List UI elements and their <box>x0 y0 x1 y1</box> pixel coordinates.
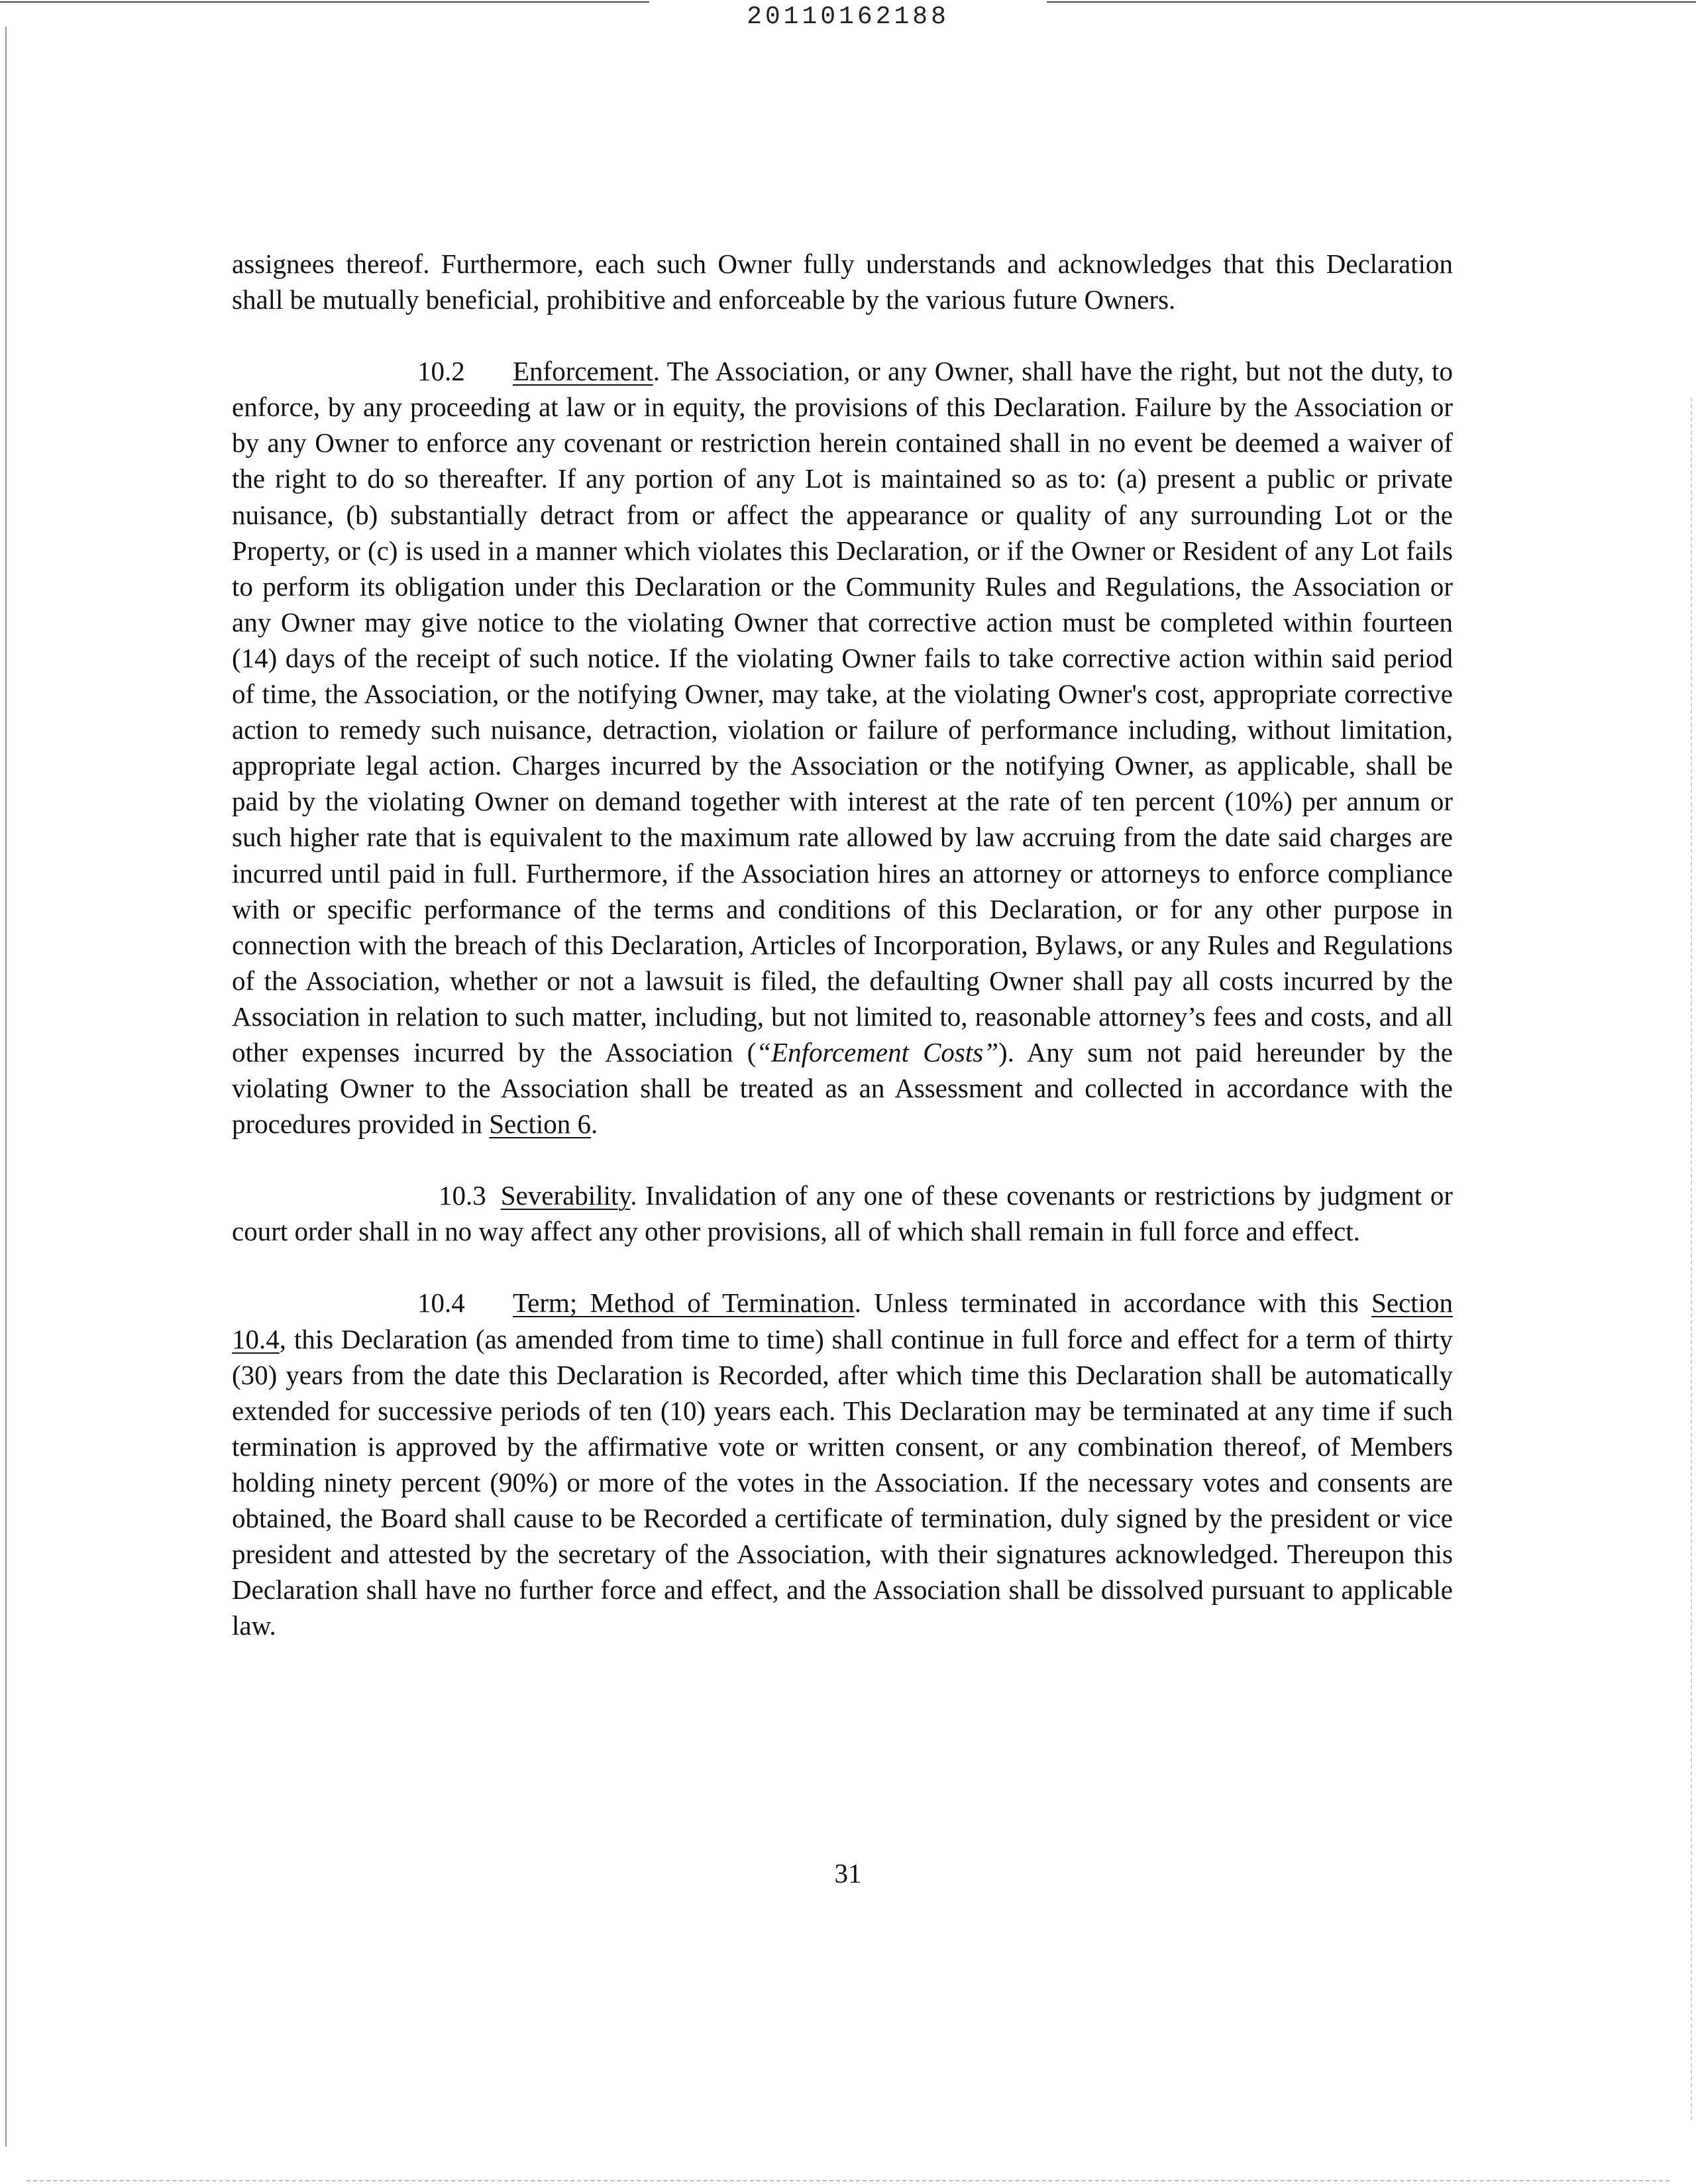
section-10-2 <box>232 353 1453 1142</box>
page-number: 31 <box>834 1858 862 1888</box>
section-text: ). Any sum not paid hereunder by the violating Owner to the Association shall be treated as an Assessment and collected in accordance with the procedures provided in <box>232 1036 1453 1140</box>
section-number: 10.2 <box>417 356 465 387</box>
section-title: Severability <box>500 1180 631 1211</box>
section-reference: Section 10.4 <box>232 1287 1453 1354</box>
defined-term: “Enforcement Costs” <box>756 1036 999 1067</box>
section-text: , this Declaration (as amended from time to time) shall continue in full force and effect for a term of thirty (30) years from the date this Declaration is Recorded, after which time this Declaration shall be automatically extended for successive periods of ten (10) years each. This Declaration may be terminated at any time if such termination is approved by the affirmative vote or written consent, or any combination thereof, of Members holding ninety percent (90%) or more of the votes in the Association. If the necessary votes and consents are obtained, the Board shall cause to be Recorded a certificate of termination, duly signed by the president or vice president and attested by the secretary of the Association, with their signatures acknowledged. Thereupon this Declaration shall have no further force and effect, and the Association shall be dissolved pursuant to applicable law. <box>232 1323 1453 1641</box>
section-text: . Invalidation of any one of these covenants or restrictions by judgment or court order shall in no way affect any other provisions, all of which shall remain in full force and effect. <box>232 1180 1453 1247</box>
section-10-4 <box>232 1285 1453 1643</box>
document-number: 20110162188 <box>747 3 949 31</box>
paragraph-continuation <box>232 246 1453 317</box>
paragraph-continuation-text: assignees thereof. Furthermore, each such Owner fully understands and acknowledges that this Declaration shall be mutually beneficial, prohibitive and enforceable by the various future Owners. <box>232 248 1453 315</box>
section-text: . Unless terminated in accordance with this <box>854 1287 1372 1319</box>
document-body <box>232 246 1453 1643</box>
section-reference: Section 6 <box>489 1109 591 1140</box>
section-text: . The Association, or any Owner, shall have the right, but not the duty, to enforce, by any proceeding at law or in equity, the provisions of this Declaration. Failure by the Association or by any Owner to enforce any covenant or restriction herein contained shall in no event be deemed a waiver of the right to do so thereafter. If any portion of any Lot is maintained so as to: (a) present a public or private nuisance, (b) substantially detract from or affect the appearance or quality of any surrounding Lot or the Property, or (c) is used in a manner which violates this Declaration, or if the Owner or Resident of any Lot fails to perform its obligation under this Declaration or the Community Rules and Regulations, the Association or any Owner may give notice to the violating Owner that corrective action must be completed within fourteen (14) days of the receipt of such notice. If the violating Owner fails to take corrective action within said period of time, the Association, or the notifying Owner, may take, at the violating Owner's cost, appropriate corrective action to remedy such nuisance, detraction, violation or failure of performance including, without limitation, appropriate legal action. Charges incurred by the Association or the notifying Owner, as applicable, shall be paid by the violating Owner on demand together with interest at the rate of ten percent (10%) per annum or such higher rate that is equivalent to the maximum rate allowed by law accruing from the date said charges are incurred until paid in full. Furthermore, if the Association hires an attorney or attorneys to enforce compliance with or specific performance of the terms and conditions of this Declaration, or for any other purpose in connection with the breach of this Declaration, Articles of Incorporation, Bylaws, or any Rules and Regulations of the Association, whether or not a lawsuit is filed, the defaulting Owner shall pay all costs incurred by the Association in relation to such matter, including, but not limited to, reasonable attorney’s fees and costs, and all other expenses incurred by the Association ( <box>232 356 1453 1067</box>
bottom-rule <box>26 2180 1670 2181</box>
section-title: Enforcement <box>513 356 653 387</box>
section-text: . <box>590 1109 598 1140</box>
page-edge-left <box>5 27 7 2147</box>
section-number: 10.3 <box>439 1180 486 1211</box>
section-10-3 <box>232 1177 1453 1249</box>
section-number: 10.4 <box>417 1287 465 1319</box>
section-title: Term; Method of Termination <box>513 1287 855 1319</box>
